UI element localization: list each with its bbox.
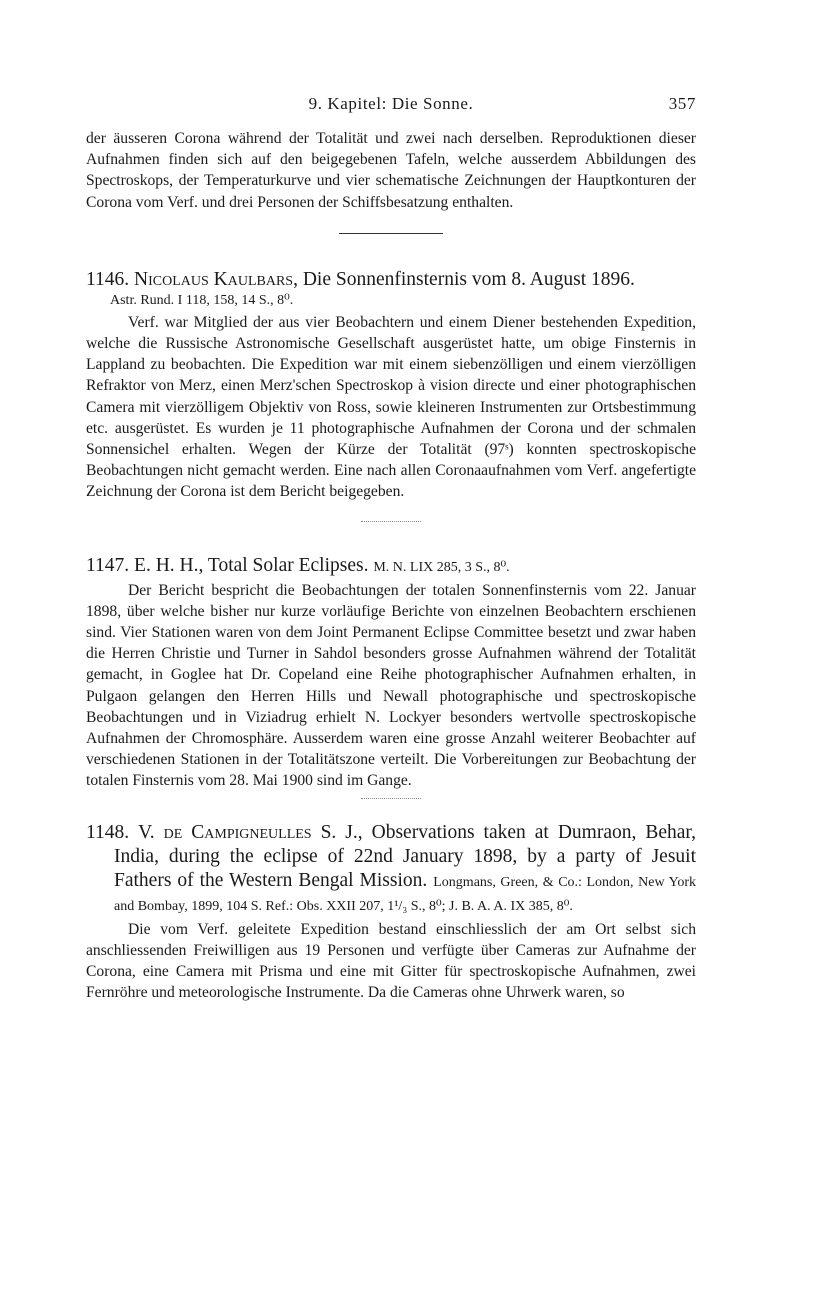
section-separator: [339, 233, 443, 234]
entry-title: Observations taken at Dumraon, Behar, India, during the eclipse of 22nd January 1898, by a party of Jesuit Fathers of the Western Bengal Mission.: [114, 821, 696, 891]
entry-reference: M. N. LIX 285, 3 S., 8⁰.: [373, 559, 510, 575]
entry-author: Nicolaus Kaulbars,: [134, 268, 298, 290]
entry-body: Verf. war Mitglied der aus vier Beobachtern und einem Diener bestehenden Expedition, welche die Russische Astronomische Gesellschaft ausgerüstet hatte, um obige Finsternis in Lappland zu beobachten. Die Expedition war mit einem siebenzölligen und einem vierzölligen Refraktor von Merz, einen Merz'schen Spectroskop à vision directe und einer photographischen Camera mit vierzölligem Objektiv von Ross, sowie kleineren Instrumenten zur Ortsbestimmung etc. ausgerüstet. Es wurden je 11 photographische Aufnahmen der Corona und der schmalen Sonnensichel erhalten. Wegen der Kürze der Totalität (97ˢ) konnten spectroskopische Beobachtungen nicht gemacht werden. Eine nach allen Coronaaufnahmen vom Verf. angefertigte Zeichnung der Corona ist dem Bericht beigegeben.: [86, 313, 696, 501]
entry-author: E. H. H.,: [134, 554, 204, 576]
section-separator: [361, 521, 421, 522]
section-separator: [361, 798, 421, 799]
entry-heading: [86, 821, 696, 917]
entry-body: Die vom Verf. geleitete Expedition bestand einschliesslich der am Ort selbst sich anschliessenden Freiwilligen aus 19 Personen und verfügte über Cameras zur Aufnahme der Corona, eine Camera mit Prisma und eine mit Gitter für spectroskopische Aufnahmen, zwei Fernröhre und meteorologische Instrumente. Da die Cameras ohne Uhrwerk waren, so: [86, 920, 696, 1002]
entry-title: Total Solar Eclipses.: [207, 554, 369, 576]
entry-heading: [86, 268, 696, 292]
entry-number: 1147.: [86, 554, 130, 576]
entry-1148: [86, 821, 696, 1004]
running-header: [86, 88, 696, 122]
entry-number: 1148.: [86, 821, 130, 843]
entry-reference: Astr. Rund. I 118, 158, 14 S., 8⁰.: [110, 292, 294, 308]
entry-1147: [86, 554, 696, 792]
entry-reference: Longmans, Green, & Co.: London, New York and Bombay, 1899, 104 S. Ref.: Obs. XXII 207, 1¹/₃ S., 8⁰; J. B. A. A. IX 385, 8⁰.: [114, 874, 697, 914]
entry-heading: [86, 554, 696, 578]
chapter-title: 9. Kapitel: Die Sonne.: [308, 94, 474, 113]
document-page: [86, 88, 696, 1003]
entry-author: V. de Campigneulles S. J.,: [138, 821, 363, 843]
page-number: 357: [668, 94, 696, 113]
entry-title: Die Sonnenfinsternis vom 8. August 1896.: [302, 268, 635, 290]
entry-1146: [86, 268, 696, 503]
entry-number: 1146.: [86, 268, 130, 290]
intro-paragraph: der äusseren Corona während der Totalität und zwei nach derselben. Reproduktionen dieser Aufnahmen finden sich auf den beigegebenen Tafeln, welche ausserdem Abbildungen des Spectroskops, der Temperaturkurve und vier schematische Zeichnungen der Hauptkonturen der Corona vom Verf. und drei Personen der Schiffsbesatzung enthalten.: [86, 130, 696, 211]
entry-body: Der Bericht bespricht die Beobachtungen der totalen Sonnenfinsternis vom 22. Januar 1898, über welche bisher nur kurze vorläufige Berichte von einzelnen Beobachtern erschienen sind. Vier Stationen waren von dem Joint Permanent Eclipse Committee besetzt und zwar haben die Herren Christie und Turner in Sahdol besonders grosse Aufnahmen während der Totalität gemacht, in Goglee hat Dr. Copeland eine Reihe photographischer Aufnahmen erhalten, in Pulgaon gelangen den Herren Hills und Newall photographische und spectroskopische Beobachtungen und in Viziadrug erhielt N. Lockyer besonders wertvolle spectroskopische Aufnahmen der Chromosphäre. Ausserdem waren eine grosse Anzahl weiterer Beobachter auf verschiedenen Stationen in der Totalitätszone verteilt. Die Vorbereitungen zur Beobachtung der totalen Finsternis vom 28. Mai 1900 sind im Gange.: [86, 581, 696, 790]
